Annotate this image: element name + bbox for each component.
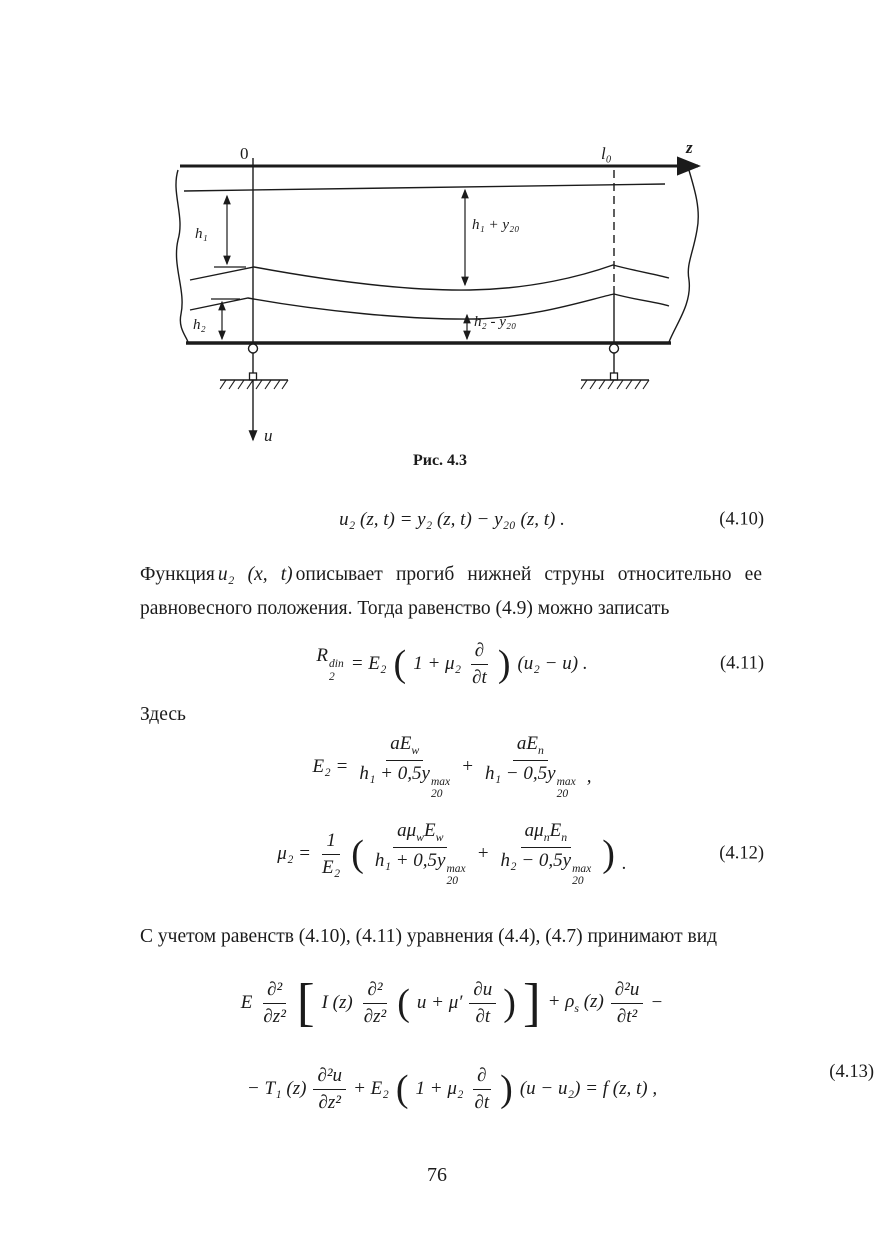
fraction-denominator: ∂z² bbox=[318, 1091, 341, 1113]
numerator-1b: E bbox=[423, 820, 436, 842]
inner-term: 1 + μ₂ bbox=[413, 653, 462, 674]
E2-fraction-2 bbox=[481, 733, 580, 800]
y-20-subscript: 20 bbox=[430, 788, 443, 801]
R-din-term bbox=[316, 645, 343, 683]
fraction-numerator: ∂u bbox=[469, 979, 496, 1004]
rho-argument: (z) bbox=[583, 990, 604, 1012]
left-pin-square bbox=[250, 373, 257, 380]
inner-term: 1 + μ₂ bbox=[415, 1078, 464, 1099]
comma: , bbox=[586, 766, 592, 787]
numerator-1a-subscript: w bbox=[416, 831, 424, 845]
open-paren: ( bbox=[393, 643, 407, 685]
equation-4-13-number: (4.13) bbox=[829, 1062, 874, 1083]
d2-dz2-fraction bbox=[259, 979, 289, 1028]
plus-sign: + bbox=[476, 843, 490, 864]
numerator-1-subscript: w bbox=[411, 744, 420, 758]
du-dt-fraction bbox=[469, 979, 496, 1028]
minus-sign: − bbox=[650, 992, 664, 1013]
figure-h1-label: h₁ bbox=[195, 226, 208, 242]
close-bracket: ] bbox=[522, 973, 541, 1033]
I-z-term: I (z) bbox=[321, 992, 353, 1013]
open-paren: ( bbox=[397, 982, 410, 1024]
fraction-numerator: ∂²u bbox=[313, 1065, 346, 1090]
R-subscript: 2 bbox=[329, 670, 335, 683]
lead-word-here: Здесь bbox=[140, 704, 186, 725]
equation-4-11-number: (4.11) bbox=[719, 653, 764, 674]
tail-term: (u₂ − u) . bbox=[517, 653, 588, 674]
paragraph-1-text: Функция bbox=[140, 564, 215, 585]
open-paren: ( bbox=[395, 1068, 409, 1110]
figure-l0-label: l₀ bbox=[601, 144, 612, 163]
numerator-2a-subscript: n bbox=[543, 831, 550, 845]
y-max-superscript: max bbox=[446, 862, 466, 875]
equation-4-12 bbox=[140, 810, 764, 898]
period: . bbox=[621, 853, 627, 874]
E2-lhs: E₂ = bbox=[312, 756, 349, 777]
open-bracket: [ bbox=[296, 973, 315, 1033]
equation-4-13-line-2 bbox=[140, 1050, 764, 1128]
R-symbol: R bbox=[316, 644, 329, 666]
rho-s-term bbox=[548, 991, 604, 1016]
mu2-fraction-1 bbox=[371, 820, 470, 887]
numerator-one: 1 bbox=[322, 830, 340, 855]
paragraph-2-text: С учетом равенств (4.10), (4.11) уравнения (4.4), (4.7) принимают вид bbox=[140, 926, 718, 947]
fraction-denominator: ∂t bbox=[475, 1005, 491, 1027]
paragraph-2 bbox=[140, 920, 762, 954]
mu2-lhs: μ₂ = bbox=[277, 843, 311, 864]
left-pin-circle bbox=[249, 344, 258, 353]
lower-string-curve bbox=[190, 294, 669, 319]
numerator-2a: aμ bbox=[524, 820, 544, 842]
numerator-1a: aμ bbox=[397, 820, 417, 842]
plus-E2: + E₂ bbox=[353, 1078, 389, 1099]
fraction-denominator: ∂t bbox=[472, 666, 487, 688]
tail-term: (u − u₂) = f (z, t) , bbox=[519, 1078, 658, 1099]
close-paren: ) bbox=[500, 1068, 513, 1110]
d2-dz2-fraction bbox=[360, 979, 390, 1028]
paragraph-1-math-term: u₂ (x, t) bbox=[217, 564, 293, 585]
figure-diagram bbox=[140, 128, 740, 448]
fraction-numerator: ∂ bbox=[471, 640, 488, 665]
top-boundary-line bbox=[184, 184, 665, 191]
fraction-denominator: ∂t² bbox=[616, 1005, 638, 1027]
left-break-edge bbox=[176, 170, 188, 342]
figure-h2-label: h₂ bbox=[193, 317, 206, 333]
figure-caption: Рис. 4.3 bbox=[412, 452, 468, 469]
paragraph-1-text-continued: описывает прогиб нижней струны относительно ее равновесного положения. Тогда равенство (4.9) можно записать bbox=[140, 564, 762, 619]
denominator-1: h₁ + 0,5y bbox=[359, 762, 430, 784]
plus-sign: + bbox=[461, 756, 474, 777]
y-20-subscript: 20 bbox=[446, 875, 458, 888]
mu2-fraction-2 bbox=[497, 820, 596, 887]
paragraph-1 bbox=[140, 558, 762, 626]
equation-4-11 bbox=[140, 634, 764, 694]
denominator-2: h₁ − 0,5y bbox=[484, 762, 556, 784]
y-max-superscript: max bbox=[556, 775, 576, 788]
close-paren: ) bbox=[602, 833, 615, 875]
y-20-subscript: 20 bbox=[572, 875, 584, 888]
equation-4-10-number: (4.10) bbox=[719, 509, 764, 530]
equation-4-10-body: u₂ (z, t) = y₂ (z, t) − y₂₀ (z, t) . bbox=[339, 509, 565, 530]
right-ground-hatch bbox=[581, 380, 649, 389]
denominator-E2: E₂ bbox=[322, 856, 341, 878]
one-over-E2-fraction bbox=[318, 830, 344, 879]
y-max-superscript: max bbox=[572, 862, 592, 875]
numerator-2-subscript: n bbox=[537, 744, 544, 758]
numerator-2b: E bbox=[549, 820, 562, 842]
open-paren: ( bbox=[351, 833, 364, 875]
right-pin-circle bbox=[610, 344, 619, 353]
rho-subscript: s bbox=[574, 1001, 579, 1015]
d2u-dz2-fraction bbox=[313, 1065, 346, 1114]
figure-u-axis-label: u bbox=[264, 426, 273, 445]
equation-4-12-number: (4.12) bbox=[719, 843, 764, 864]
d2u-dt2-fraction bbox=[611, 979, 644, 1028]
denominator-1: h₁ + 0,5y bbox=[374, 849, 446, 871]
equation-4-13 bbox=[0, 964, 874, 1128]
T1-term: − T₁ (z) bbox=[246, 1078, 307, 1099]
d-dt-fraction bbox=[468, 640, 491, 689]
y-max-superscript: max bbox=[430, 775, 451, 788]
numerator-2b-subscript: n bbox=[561, 831, 568, 845]
page-number: 76 bbox=[427, 1164, 447, 1186]
fraction-denominator: ∂z² bbox=[363, 1005, 387, 1027]
numerator-1: aE bbox=[390, 733, 412, 755]
plus-rho: + ρ bbox=[547, 990, 575, 1012]
figure-origin-label: 0 bbox=[240, 144, 249, 163]
y-20-subscript: 20 bbox=[556, 788, 569, 801]
d-dt-fraction bbox=[470, 1065, 493, 1114]
right-pin-square bbox=[611, 373, 618, 380]
figure-z-axis-label: z bbox=[686, 138, 693, 157]
left-ground-hatch bbox=[220, 380, 288, 389]
equals-E2: = E₂ bbox=[350, 653, 387, 674]
equation-4-13-line-1 bbox=[140, 964, 764, 1042]
R-superscript: din bbox=[329, 658, 344, 671]
fraction-numerator: ∂²u bbox=[611, 979, 644, 1004]
fraction-numerator: ∂² bbox=[263, 979, 286, 1004]
numerator-1b-subscript: w bbox=[435, 831, 444, 845]
figure-h2-minus-y20-label: h₂ - y₂₀ bbox=[474, 314, 517, 330]
fraction-denominator: ∂z² bbox=[263, 1005, 286, 1027]
equation-E2 bbox=[140, 728, 764, 806]
fraction-denominator: ∂t bbox=[474, 1091, 490, 1113]
right-break-edge bbox=[669, 167, 698, 342]
numerator-2: aE bbox=[516, 733, 538, 755]
E2-fraction-1 bbox=[355, 733, 454, 800]
close-paren: ) bbox=[503, 982, 516, 1024]
E-symbol: E bbox=[240, 992, 253, 1013]
u-plus-mu-prime: u + μ′ bbox=[416, 992, 463, 1013]
fraction-numerator: ∂² bbox=[363, 979, 386, 1004]
close-paren: ) bbox=[497, 643, 511, 685]
upper-string-curve bbox=[190, 265, 669, 290]
equation-4-10 bbox=[140, 504, 764, 536]
figure-h1-plus-y20-label: h₁ + y₂₀ bbox=[472, 217, 520, 233]
denominator-2: h₂ − 0,5y bbox=[500, 849, 572, 871]
fraction-numerator: ∂ bbox=[473, 1065, 490, 1090]
